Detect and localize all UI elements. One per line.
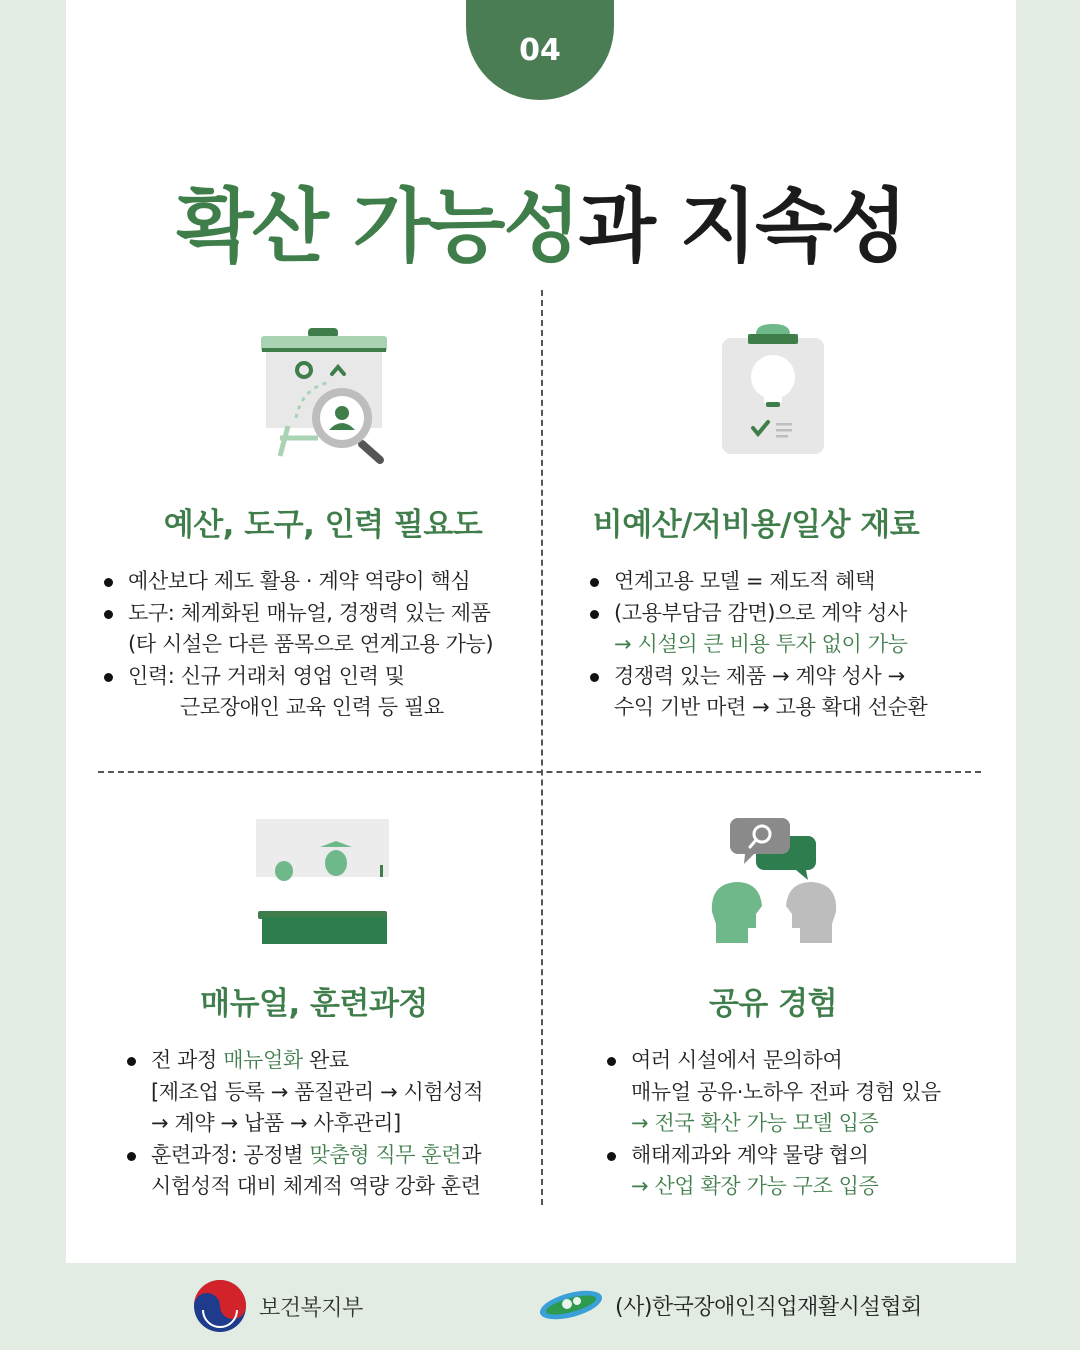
title-accent: 확산 가능성 bbox=[176, 180, 579, 273]
bullet-text: → 계약 → 납품 → 사후관리] bbox=[151, 1111, 401, 1135]
list-item bbox=[607, 1140, 1007, 1203]
bullet-text: 경쟁력 있는 제품 → 계약 성사 → bbox=[614, 663, 905, 688]
bullet-text: 전 과정 bbox=[151, 1048, 224, 1072]
ministry-name: 보건복지부 bbox=[259, 1295, 363, 1321]
list-item bbox=[127, 1045, 537, 1140]
bullet-highlight: 매뉴얼화 bbox=[223, 1048, 303, 1072]
list-item bbox=[590, 566, 1000, 598]
bullet-text: 해태제과와 계약 물량 협의 bbox=[631, 1142, 869, 1167]
list-item bbox=[590, 661, 1000, 724]
taegeuk-logo-icon bbox=[193, 1279, 247, 1333]
association-logo-icon bbox=[537, 1287, 605, 1323]
bullet-text: 인력: 신규 거래처 영업 인력 및 bbox=[128, 663, 405, 688]
bullet-text: 도구: 체계화된 매뉴얼, 경쟁력 있는 제품 bbox=[128, 600, 491, 625]
list-item bbox=[127, 1140, 537, 1203]
bullet-highlight: → 전국 확산 가능 모델 입증 bbox=[631, 1111, 879, 1135]
footer bbox=[0, 1263, 1080, 1350]
bullet-text: 완료 bbox=[302, 1048, 349, 1072]
quadrant-title-nonbudget: 비예산/저비용/일상 재료 bbox=[592, 507, 920, 543]
quadrant-title-manual: 매뉴얼, 훈련과정 bbox=[200, 986, 428, 1022]
bullet-text: 시험성적 대비 체계적 역량 강화 훈련 bbox=[151, 1174, 481, 1198]
bullet-list-shared-experience bbox=[607, 1045, 1007, 1203]
bullet-text: 수익 기반 마련 → 고용 확대 선순환 bbox=[614, 695, 928, 719]
list-item bbox=[104, 598, 534, 661]
horizontal-divider bbox=[98, 771, 981, 773]
vertical-divider bbox=[541, 290, 543, 1205]
bullet-text: [제조업 등록 → 품질관리 → 시험성적 bbox=[151, 1079, 484, 1104]
bullet-highlight: → 산업 확장 가능 구조 입증 bbox=[631, 1174, 879, 1198]
bullet-list-manual bbox=[127, 1045, 537, 1203]
bullet-list-budget bbox=[104, 566, 534, 724]
bullet-highlight: → 시설의 큰 비용 투자 없이 가능 bbox=[614, 632, 908, 656]
list-item bbox=[104, 566, 534, 598]
list-item bbox=[104, 661, 534, 724]
people-chat-icon bbox=[708, 816, 840, 950]
list-item bbox=[590, 598, 1000, 661]
title-rest: 과 지속성 bbox=[578, 180, 906, 273]
page-title bbox=[66, 162, 1016, 277]
quadrant-title-shared-experience: 공유 경험 bbox=[708, 986, 838, 1022]
classroom-icon bbox=[256, 819, 390, 951]
bullet-text: (고용부담금 감면)으로 계약 성사 bbox=[614, 600, 907, 625]
bullet-text: 과 bbox=[461, 1142, 482, 1167]
bullet-text: 근로장애인 교육 인력 등 필요 bbox=[180, 695, 444, 719]
bullet-text: (타 시설은 다른 품목으로 연계고용 가능) bbox=[128, 632, 494, 656]
section-number: 04 bbox=[519, 32, 561, 68]
association-name: (사)한국장애인직업재활시설협회 bbox=[615, 1294, 922, 1320]
bullet-list-nonbudget bbox=[590, 566, 1000, 724]
association-logo-block bbox=[537, 1287, 922, 1323]
clipboard-lightbulb-icon bbox=[718, 322, 828, 462]
bullet-text: 여러 시설에서 문의하여 bbox=[631, 1048, 843, 1072]
presentation-search-icon bbox=[258, 326, 390, 468]
quadrant-title-budget: 예산, 도구, 인력 필요도 bbox=[163, 507, 483, 543]
ministry-logo-block bbox=[193, 1279, 363, 1333]
bullet-text: 매뉴얼 공유·노하우 전파 경험 있음 bbox=[631, 1079, 941, 1104]
bullet-text: 연계고용 모델 = 제도적 혜택 bbox=[614, 569, 876, 593]
bullet-text: 예산보다 제도 활용 · 계약 역량이 핵심 bbox=[128, 569, 471, 593]
bullet-text: 훈련과정: 공정별 bbox=[151, 1142, 310, 1167]
list-item bbox=[607, 1045, 1007, 1140]
bullet-highlight: 맞춤형 직무 훈련 bbox=[309, 1142, 462, 1167]
